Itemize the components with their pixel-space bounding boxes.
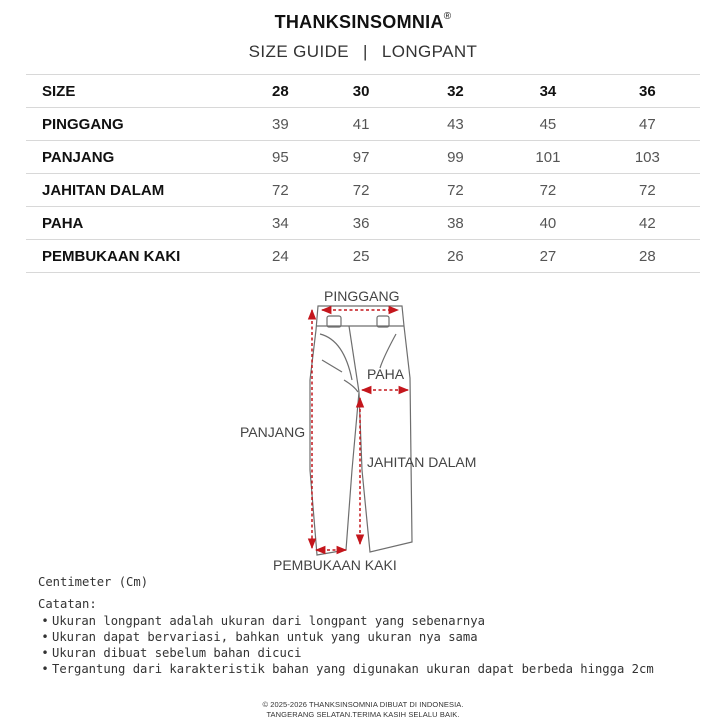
bullet-icon: •: [41, 629, 49, 644]
label-panjang: PANJANG: [240, 424, 306, 440]
size-header-cell: 34: [501, 75, 595, 108]
row-label: PEMBUKAAN KAKI: [26, 240, 248, 273]
table-row: [26, 207, 700, 240]
table-cell: 99: [410, 141, 501, 174]
notes-list: [38, 613, 718, 678]
table-cell: 25: [313, 240, 410, 273]
notes-section: [38, 574, 718, 678]
size-header-label: SIZE: [26, 75, 248, 108]
table-cell: 43: [410, 108, 501, 141]
table-cell: 26: [410, 240, 501, 273]
note-text: Tergantung dari karakteristik bahan yang digunakan ukuran dapat berbeda hingga 2cm: [52, 662, 654, 677]
table-row: [26, 240, 700, 273]
label-pinggang: PINGGANG: [324, 288, 400, 304]
table-cell: 72: [595, 174, 700, 207]
table-cell: 42: [595, 207, 700, 240]
size-header-row: [26, 75, 700, 108]
table-row: [26, 108, 700, 141]
brand-name: THANKSINSOMNIA: [274, 12, 444, 32]
table-cell: 34: [248, 207, 312, 240]
row-label: JAHITAN DALAM: [26, 174, 248, 207]
note-text: Ukuran longpant adalah ukuran dari longpant yang sebenarnya: [52, 613, 485, 628]
bullet-icon: •: [41, 646, 49, 661]
size-header-cell: 32: [410, 75, 501, 108]
table-cell: 38: [410, 207, 501, 240]
row-label: PAHA: [26, 207, 248, 240]
page-subtitle: [0, 42, 726, 62]
bullet-icon: •: [41, 662, 49, 677]
subtitle-size-guide: SIZE GUIDE: [248, 42, 350, 61]
row-label: PANJANG: [26, 141, 248, 174]
pants-outline: [310, 306, 412, 555]
table-cell: 40: [501, 207, 595, 240]
table-cell: 72: [248, 174, 312, 207]
note-text: Ukuran dapat bervariasi, bahkan untuk yang ukuran nya sama: [52, 629, 478, 644]
list-item: [38, 613, 718, 629]
table-cell: 103: [595, 141, 700, 174]
table-cell: 47: [595, 108, 700, 141]
table-cell: 72: [501, 174, 595, 207]
label-pembukaan-kaki: PEMBUKAAN KAKI: [273, 557, 397, 573]
bullet-icon: •: [41, 613, 49, 628]
table-cell: 45: [501, 108, 595, 141]
size-header-cell: 36: [595, 75, 700, 108]
brand-title: [0, 12, 726, 33]
table-cell: 41: [313, 108, 410, 141]
label-jahitan-dalam: JAHITAN DALAM: [367, 454, 477, 470]
subtitle-separator: |: [363, 42, 368, 61]
table-row: [26, 174, 700, 207]
table-cell: 97: [313, 141, 410, 174]
list-item: [38, 629, 718, 645]
note-text: Ukuran dibuat sebelum bahan dicuci: [52, 646, 302, 661]
list-item: [38, 645, 718, 661]
table-cell: 36: [313, 207, 410, 240]
table-cell: 72: [313, 174, 410, 207]
pants-diagram-svg: [0, 280, 726, 580]
size-table: [26, 74, 700, 273]
table-cell: 95: [248, 141, 312, 174]
size-header-cell: 30: [313, 75, 410, 108]
subtitle-product: LONGPANT: [381, 42, 478, 61]
table-cell: 27: [501, 240, 595, 273]
registered-mark: ®: [443, 11, 452, 22]
label-paha: PAHA: [367, 366, 405, 382]
footer-location: TANGERANG SELATAN.TERIMA KASIH SELALU BAIK.: [266, 710, 460, 719]
pants-diagram: [0, 280, 726, 580]
table-cell: 101: [501, 141, 595, 174]
notes-title: Catatan:: [38, 597, 97, 612]
footer-copyright: © 2025-2026 THANKSINSOMNIA DIBUAT DI INDONESIA.: [262, 700, 464, 709]
unit-note: Centimeter (Cm): [38, 575, 149, 589]
size-header-cell: 28: [248, 75, 312, 108]
list-item: [38, 661, 718, 677]
table-cell: 72: [410, 174, 501, 207]
table-cell: 28: [595, 240, 700, 273]
row-label: PINGGANG: [26, 108, 248, 141]
table-cell: 39: [248, 108, 312, 141]
table-row: [26, 141, 700, 174]
table-cell: 24: [248, 240, 312, 273]
